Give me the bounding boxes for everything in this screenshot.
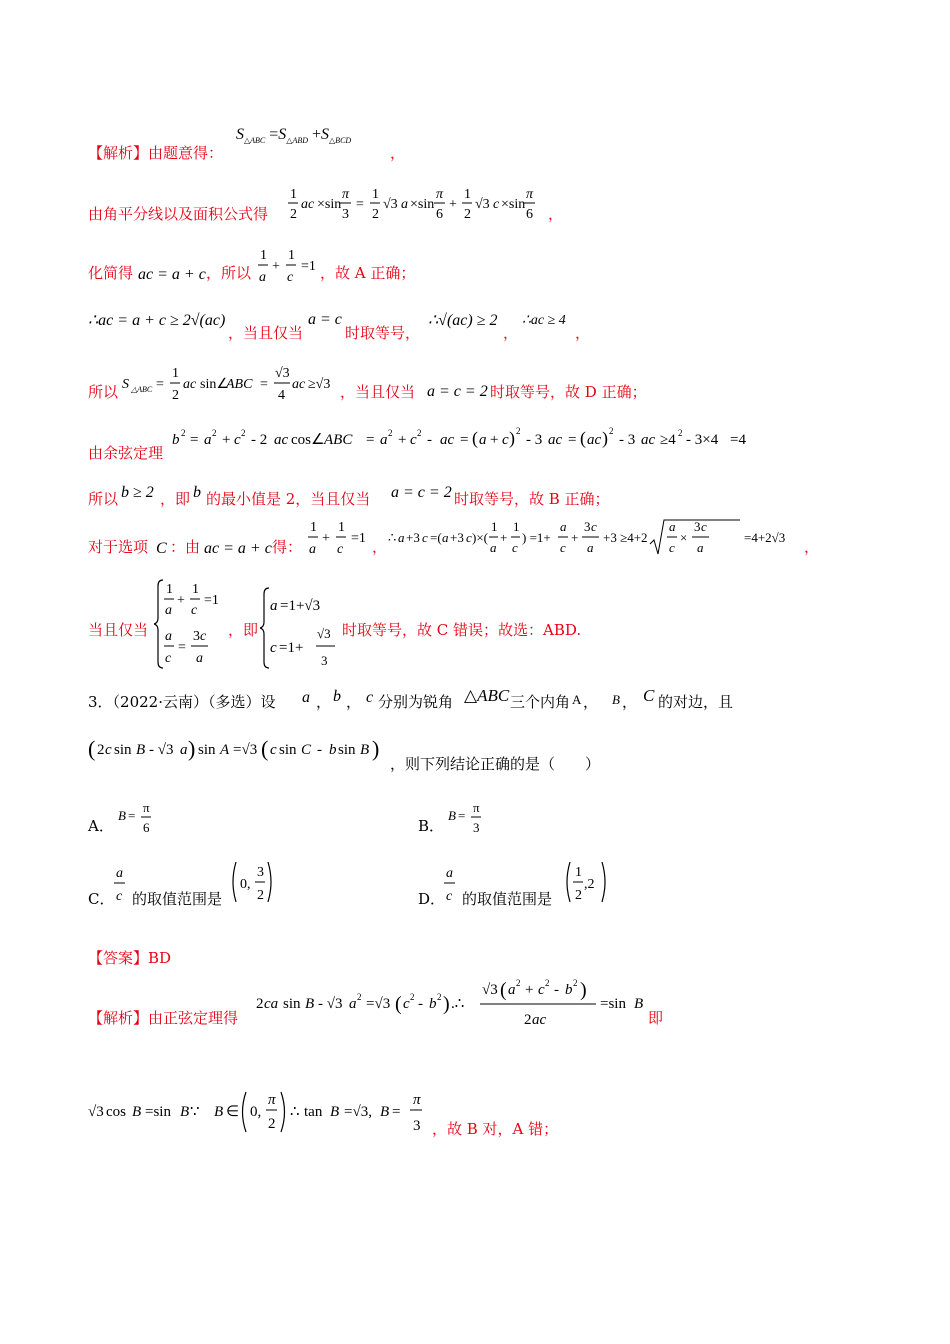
svg-text:=1+√3: =1+√3 (280, 598, 321, 614)
svg-text:=1+: =1+ (279, 640, 304, 656)
svg-text:2: 2 (437, 992, 442, 1002)
svg-text:4: 4 (278, 388, 285, 403)
svg-text:=4: =4 (730, 432, 746, 448)
svg-text:=: = (190, 432, 199, 448)
svg-text:B: B (634, 996, 644, 1012)
svg-text:c: c (502, 432, 509, 448)
formula-area-bound (120, 364, 348, 406)
svg-text:a: a (349, 996, 357, 1012)
svg-text:c: c (403, 996, 410, 1012)
svg-text:1: 1 (491, 519, 498, 534)
svg-text:≥4: ≥4 (660, 432, 676, 448)
svg-text:-: - (427, 432, 432, 448)
svg-text:cos∠: cos∠ (291, 432, 325, 448)
svg-text:2: 2 (372, 207, 379, 222)
svg-text:a: a (560, 519, 567, 534)
svg-text:+: + (525, 982, 534, 998)
svg-text:c: c (116, 889, 123, 904)
svg-text:×sin: ×sin (501, 197, 526, 212)
svg-text:1: 1 (338, 520, 345, 535)
svg-text:) =1+: ) =1+ (522, 530, 551, 545)
svg-text:c: c (591, 519, 597, 534)
svg-text:ac: ac (587, 432, 602, 448)
svg-text:(: ( (580, 428, 586, 448)
svg-text:ac: ac (440, 432, 455, 448)
svg-text:c: c (493, 197, 500, 212)
svg-text:- 3×4: - 3×4 (686, 432, 719, 448)
svg-text:=1: =1 (351, 531, 366, 546)
svg-text:=: = (392, 1104, 401, 1120)
svg-text:1: 1 (290, 187, 297, 202)
svg-text:2: 2 (181, 428, 186, 438)
svg-text:ABC: ABC (324, 432, 353, 448)
svg-text:A: A (220, 742, 230, 758)
svg-text:π: π (268, 1092, 276, 1108)
svg-text:): ) (602, 428, 608, 448)
svg-text:a: a (309, 542, 316, 557)
svg-text:a: a (270, 598, 278, 614)
svg-text:- 2: - 2 (251, 432, 268, 448)
svg-text:): ) (372, 736, 380, 761)
svg-text:+: + (272, 259, 280, 274)
svg-text:- 3: - 3 (619, 432, 636, 448)
answer-text: 【答案】BD (88, 949, 172, 967)
svg-text:=: = (568, 432, 577, 448)
option-a-formula (116, 800, 162, 838)
svg-text:-: - (317, 742, 322, 758)
svg-text:√3: √3 (383, 197, 398, 212)
svg-text:6: 6 (143, 820, 150, 835)
svg-text:2: 2 (516, 426, 521, 436)
svg-text:2: 2 (464, 207, 471, 222)
svg-text:=: = (156, 377, 164, 392)
svg-text:2: 2 (516, 978, 521, 988)
svg-text:sin: sin (283, 996, 301, 1012)
svg-text:1: 1 (310, 520, 317, 535)
svg-text:2: 2 (290, 207, 297, 222)
svg-text:b: b (329, 742, 337, 758)
svg-text:)×(: )×( (472, 530, 488, 545)
svg-text:): ) (443, 993, 450, 1015)
svg-text:- √3: - √3 (149, 742, 174, 758)
svg-text:1: 1 (260, 248, 267, 263)
svg-text:B: B (380, 1104, 390, 1120)
svg-text:a: a (669, 519, 676, 534)
svg-text:): ) (580, 979, 587, 1001)
svg-text:B: B (180, 1104, 190, 1120)
svg-text:3: 3 (342, 207, 349, 222)
svg-text:ac: ac (641, 432, 656, 448)
svg-text:=: = (178, 640, 186, 655)
svg-text:=: = (366, 432, 375, 448)
svg-text:√3: √3 (475, 197, 490, 212)
svg-text:c: c (560, 540, 566, 555)
svg-text:a: a (165, 603, 172, 618)
svg-text:1: 1 (172, 366, 179, 381)
svg-text:∈: ∈ (226, 1104, 240, 1120)
svg-text:(: ( (500, 979, 507, 1001)
svg-text:π: π (526, 187, 534, 202)
svg-text:6: 6 (526, 207, 533, 222)
svg-text:+: + (500, 530, 508, 545)
svg-text:≥√3: ≥√3 (308, 377, 331, 392)
svg-text:1: 1 (513, 519, 520, 534)
svg-text:ABC: ABC (226, 377, 253, 392)
svg-text:π: π (342, 187, 350, 202)
svg-text:6: 6 (436, 207, 443, 222)
svg-text:=: = (356, 197, 364, 212)
formula-amgm: ∴ac = a + c ≥ 2√(ac) (88, 312, 226, 329)
option-c-fraction (112, 862, 132, 906)
svg-text:(: ( (88, 736, 96, 761)
svg-text:a: a (180, 742, 188, 758)
svg-text:- 3: - 3 (526, 432, 543, 448)
svg-text:2: 2 (241, 428, 246, 438)
svg-text:√3: √3 (317, 626, 331, 641)
svg-text:ca: ca (264, 996, 279, 1012)
page: 【解析】由题意得： $S_{\triangle ABC} =S_{\triangle ABD} +S_{\triangle BCD}$ ， 由角平分线以及面积公式得 1 2 ac ×sin π 3 = 1 2 √3 a ×sin π 6 + 1 2 √3 c ×sin π 6 ， 化简得 ac = a + c ，所以 1 a + 1 c =1 ，故 A 正确； ∴ac = a + c ≥ 2√(ac) ，当且仅当 a = c 时取等号， ∴√(ac) ≥ 2 ， ∴ac ≥ 4 ， 所以 S △ABC = 1 2 ac sin∠ ABC = √3 4 ac ≥√3 ，当且仅当 a = c = 2 时取等号，故 D 正确； 由余弦定理 b 2 = a 2 + c 2 - 2 ac cos∠ ABC = a 2 + c 2 - ac = ( a + c ) 2 - 3 ac = ( ac ) 2 - 3 ac ≥4 2 - 3×4 =4 所以 b ≥ 2 ，即 b 的最小值是 2，当且仅当 a = c = 2 时取等号，故 B 正确； 对于选项 C ：由 ac = a + c 得： 1 a + 1 c =1 ， ∴ a +3 c =( a +3 c )×( 1 a + 1 c ) =1+ a c + 3 c a +3 ≥4+2 a c × 3 c a =4+2√3 ， 当且仅当 1 a + 1 c =1 a c = 3 c a ，即 a =1+√3 c =1+ √3 3 时取等号，故 C 错误；故选：ABD. 3．（2022·云南）（多选）设 a ， b ， c 分别为锐角 △ABC 三个内角 A ， B ， C 的对边，且 ( 2 c sin B - √3 a ) sin A =√3 ( c sin C - b sin B ) ，则下列结论正确的是（ ） A． B = π 6 B． B = π 3 C． a c 的取值范围是 0, 3 2 D． a c 的取值范围是 1 2 ,2 【答案】BD 【解析】由正弦定理得 2 ca sin B - √3 a 2 =√3 ( c 2 - b 2 ) .∴ √3 ( a 2 + c 2 - b 2 ) 2 ac =sin B 即 √3 cos B =sin B ∵ B ∈ 0, π 2 ∴ tan B =√3, B = π 3 ，故 B 对，A 错； (88, 126, 820, 1138)
svg-text:∴: ∴ (388, 530, 397, 545)
svg-text:- √3: - √3 (318, 996, 343, 1012)
svg-text:2: 2 (410, 992, 415, 1002)
svg-text:2: 2 (575, 888, 582, 903)
svg-text:=: = (460, 432, 469, 448)
svg-text:=: = (458, 808, 466, 823)
svg-text:ac: ac (301, 197, 315, 212)
svg-text:-: - (418, 996, 423, 1012)
svg-text:2: 2 (212, 428, 217, 438)
svg-text:B: B (136, 742, 146, 758)
svg-text:0,: 0, (250, 1104, 262, 1120)
svg-text:a: a (490, 540, 497, 555)
svg-text:√3: √3 (275, 366, 290, 381)
svg-text:=1: =1 (301, 259, 316, 274)
option-c-range (230, 860, 276, 906)
svg-text:2: 2 (97, 742, 105, 758)
svg-text:+: + (398, 432, 407, 448)
system-condition-1 (154, 578, 230, 670)
svg-text:=4+2√3: =4+2√3 (744, 530, 786, 545)
svg-text:2: 2 (268, 1116, 276, 1132)
svg-text:2: 2 (524, 1012, 532, 1028)
svg-text:a: a (204, 432, 212, 448)
svg-text:×sin: ×sin (410, 197, 435, 212)
solution-prefix: 【解析】由题意得： (88, 144, 224, 162)
svg-text:△ABC: △ABC (131, 385, 153, 394)
svg-text:B: B (360, 742, 370, 758)
svg-text:c: c (270, 742, 277, 758)
svg-text:c: c (200, 629, 207, 644)
svg-text:cos: cos (106, 1104, 126, 1120)
svg-text:-: - (554, 982, 559, 998)
svg-text:ac: ac (292, 377, 306, 392)
svg-text:3: 3 (584, 519, 591, 534)
svg-text:ac: ac (548, 432, 563, 448)
svg-text:c: c (234, 432, 241, 448)
svg-text:a: a (697, 540, 704, 555)
svg-text:S: S (122, 377, 129, 392)
svg-text:+: + (177, 593, 185, 608)
svg-text:=√3,: =√3, (344, 1104, 372, 1120)
svg-text:b: b (172, 432, 180, 448)
svg-text:π: π (413, 1092, 421, 1108)
svg-text:=√3: =√3 (233, 742, 258, 758)
svg-text:sin: sin (114, 742, 132, 758)
svg-text:b: b (565, 982, 573, 998)
svg-text:π: π (436, 187, 444, 202)
svg-text:c: c (701, 519, 707, 534)
svg-text:1: 1 (575, 865, 582, 880)
svg-text:a: a (508, 982, 516, 998)
svg-text:c: c (410, 432, 417, 448)
svg-text:ac: ac (532, 1012, 547, 1028)
svg-text:a: a (442, 530, 449, 545)
svg-text:1: 1 (192, 582, 199, 597)
svg-text:B: B (305, 996, 315, 1012)
svg-text:=sin: =sin (145, 1104, 171, 1120)
svg-text:3: 3 (193, 629, 200, 644)
formula-reciprocal-sum (256, 246, 322, 286)
svg-text:=: = (260, 377, 268, 392)
svg-text:C: C (301, 742, 312, 758)
svg-text:√3: √3 (88, 1104, 104, 1120)
svg-text:B: B (132, 1104, 142, 1120)
svg-text:sin: sin (279, 742, 297, 758)
formula-ac-eq: ac = a + c (138, 266, 206, 283)
svg-text:c: c (669, 540, 675, 555)
svg-text:(: ( (261, 736, 269, 761)
svg-text:c: c (165, 651, 172, 666)
svg-text:c: c (337, 542, 344, 557)
svg-text:c: c (270, 640, 277, 656)
svg-text:2: 2 (357, 992, 362, 1002)
svg-text:sin: sin (198, 742, 216, 758)
svg-text:a: a (479, 432, 487, 448)
svg-text:a: a (380, 432, 388, 448)
svg-text:(: ( (395, 993, 402, 1015)
svg-text:+3: +3 (450, 530, 464, 545)
svg-text:+: + (322, 531, 330, 546)
svg-text:B: B (330, 1104, 340, 1120)
sine-law-formula (254, 974, 650, 1030)
system-condition-2 (260, 586, 344, 670)
svg-text:×: × (680, 530, 688, 545)
svg-text:a: a (446, 866, 453, 881)
svg-text:π: π (143, 800, 150, 815)
svg-text:+: + (571, 530, 579, 545)
svg-text:∵: ∵ (190, 1104, 200, 1120)
svg-text:,2: ,2 (584, 877, 595, 892)
svg-text:B: B (214, 1104, 224, 1120)
svg-text:2: 2 (388, 428, 393, 438)
svg-text:c: c (538, 982, 545, 998)
svg-text:.∴: .∴ (451, 996, 465, 1012)
svg-text:1: 1 (166, 582, 173, 597)
svg-text:1: 1 (372, 187, 379, 202)
svg-text:+: + (449, 197, 457, 212)
svg-text:×sin: ×sin (317, 197, 342, 212)
svg-text:2: 2 (257, 888, 264, 903)
svg-text:sin∠: sin∠ (200, 377, 229, 392)
svg-text:c: c (466, 530, 472, 545)
svg-text:=1: =1 (204, 593, 219, 608)
svg-text:=√3: =√3 (366, 996, 391, 1012)
svg-text:3: 3 (413, 1118, 421, 1134)
svg-text:): ) (509, 428, 515, 448)
option-d-range (564, 860, 610, 906)
svg-text:1: 1 (288, 248, 295, 263)
svg-text:1: 1 (464, 187, 471, 202)
svg-text:π: π (473, 800, 480, 815)
svg-text:2: 2 (256, 996, 264, 1012)
svg-text:c: c (191, 603, 198, 618)
svg-text:2: 2 (545, 978, 550, 988)
svg-text:B: B (118, 808, 126, 823)
svg-text:ac: ac (274, 432, 289, 448)
svg-text:=: = (128, 808, 136, 823)
svg-text:b: b (429, 996, 437, 1012)
svg-text:a: a (587, 540, 594, 555)
svg-text:+3: +3 (406, 530, 420, 545)
svg-text:2: 2 (609, 426, 614, 436)
svg-text:=sin: =sin (600, 996, 626, 1012)
svg-text:2: 2 (417, 428, 422, 438)
condition-formula (88, 732, 394, 766)
svg-text:+: + (222, 432, 231, 448)
formula-reciprocal-sum-2 (306, 518, 372, 558)
svg-text:√3: √3 (482, 982, 498, 998)
svg-text:+3 ≥4+2: +3 ≥4+2 (603, 530, 648, 545)
svg-text:a: a (398, 530, 405, 545)
svg-text:ac: ac (183, 377, 197, 392)
formula-option-c (388, 518, 808, 560)
svg-text:sin: sin (338, 742, 356, 758)
svg-text:c: c (512, 540, 518, 555)
svg-text:2: 2 (678, 428, 683, 438)
tan-formula (88, 1088, 434, 1138)
svg-text:=(: =( (430, 530, 442, 545)
angle-bisector-formula (286, 184, 552, 224)
svg-text:a: a (401, 197, 408, 212)
svg-text:B: B (448, 808, 456, 823)
svg-text:c: c (422, 530, 428, 545)
formula-cosine-law (170, 424, 770, 454)
svg-text:3: 3 (694, 519, 701, 534)
svg-text:∴: ∴ (290, 1104, 300, 1120)
svg-text:c: c (446, 889, 453, 904)
svg-text:a: a (165, 629, 172, 644)
svg-text:(: ( (472, 428, 478, 448)
area-formula: $S_{\triangle ABC} =S_{\triangle ABD} +S_{\triangle BCD}$ (236, 126, 352, 146)
svg-text:a: a (259, 270, 266, 285)
svg-text:2: 2 (172, 388, 179, 403)
svg-text:): ) (188, 736, 196, 761)
svg-text:c: c (287, 270, 294, 285)
svg-text:2: 2 (573, 978, 578, 988)
svg-text:tan: tan (304, 1104, 323, 1120)
svg-text:a: a (116, 866, 123, 881)
svg-text:3: 3 (257, 865, 264, 880)
svg-text:a: a (196, 651, 203, 666)
svg-text:0,: 0, (240, 877, 251, 892)
svg-text:3: 3 (473, 820, 480, 835)
option-d-fraction (442, 862, 462, 906)
svg-text:+: + (490, 432, 499, 448)
svg-text:c: c (105, 742, 112, 758)
svg-text:3: 3 (321, 653, 328, 668)
option-b-formula (446, 800, 492, 838)
